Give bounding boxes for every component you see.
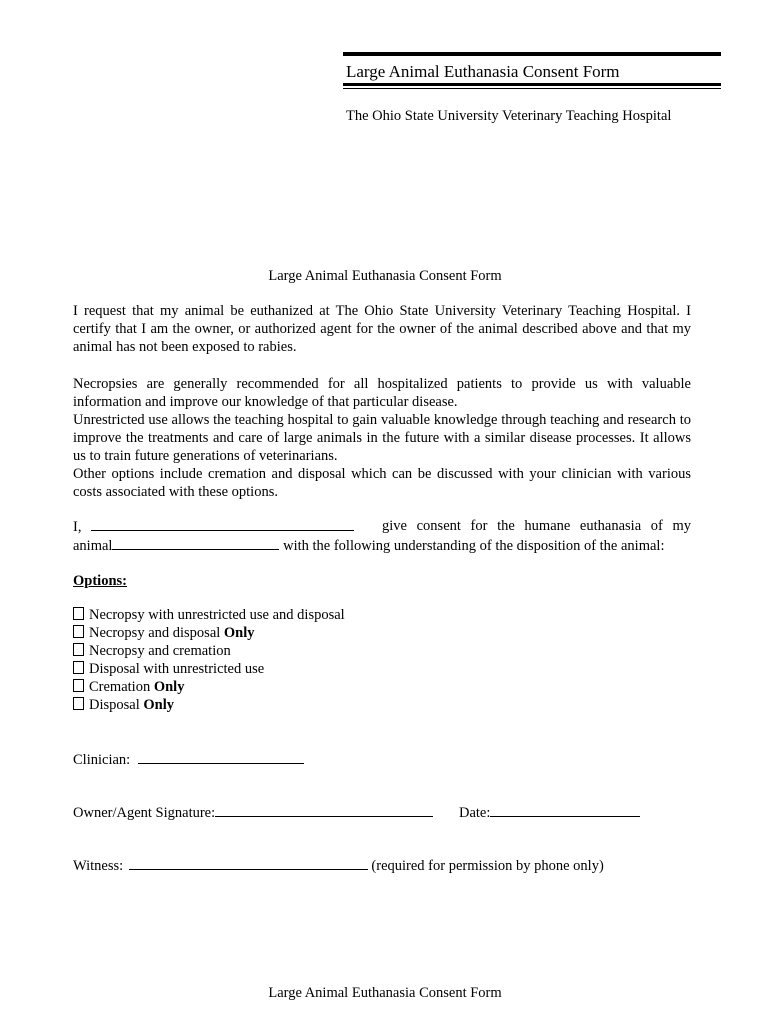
necropsy-paragraph: Necropsies are generally recommended for all hospitalized patients to provide us with valuable information and improve our knowledge of that particular disease. [73,376,691,410]
owner-signature-field[interactable] [215,803,433,817]
clinician-field[interactable] [138,750,304,764]
owner-signature-label: Owner/Agent Signature: [73,805,216,821]
witness-row [73,856,604,875]
clinician-row [73,750,304,769]
animal-label: animal [73,538,113,554]
option-item[interactable]: Disposal Only [73,696,345,714]
header-rule-bottom [343,83,721,86]
unrestricted-use-paragraph: Unrestricted use allows the teaching hospital to gain valuable knowledge through teaching and research to improve the treatments and care of large animals in the future with a similar disease processes. It allows us to train future generations of veterinarians. [73,412,691,464]
witness-field[interactable] [129,856,368,870]
option-item[interactable]: Necropsy with unrestricted use and disposal [73,606,345,624]
witness-note: (required for permission by phone only) [371,858,604,874]
footer-title: Large Animal Euthanasia Consent Form [268,985,502,1001]
header-rule-top [343,52,721,56]
form-title: Large Animal Euthanasia Consent Form [268,268,502,284]
owner-signature-row [73,803,433,822]
owner-name-field[interactable] [91,517,354,531]
witness-label: Witness: [73,858,124,874]
option-item[interactable]: Cremation Only [73,678,345,696]
date-row [459,803,640,822]
institution-name: The Ohio State University Veterinary Teaching Hospital [346,108,672,124]
consent-prefix: I, [73,519,82,535]
checkbox-icon[interactable] [73,679,84,692]
clinician-label: Clinician: [73,752,131,768]
checkbox-icon[interactable] [73,643,84,656]
date-label: Date: [459,805,491,821]
header-title: Large Animal Euthanasia Consent Form [346,62,620,81]
option-item[interactable]: Disposal with unrestricted use [73,660,345,678]
checkbox-icon[interactable] [73,697,84,710]
animal-name-field[interactable] [112,536,279,550]
disposition-text: with the following understanding of the disposition of the animal: [283,538,665,554]
request-paragraph: I request that my animal be euthanized at The Ohio State University Veterinary Teaching Hospital. I certify that I am the owner, or authorized agent for the owner of the animal described above and that my animal has not been exposed to rabies. [73,303,691,355]
checkbox-icon[interactable] [73,661,84,674]
checkbox-icon[interactable] [73,625,84,638]
other-options-paragraph: Other options include cremation and disposal which can be discussed with your clinician with various costs associated with these options. [73,466,691,500]
checkbox-icon[interactable] [73,607,84,620]
consent-statement [73,517,691,555]
consent-text: give consent for the humane euthanasia of my [382,518,691,534]
information-block [73,375,691,501]
header-rule-bottom-thin [343,88,721,89]
options-heading: Options: [73,573,127,589]
options-list [73,606,345,714]
date-field[interactable] [490,803,640,817]
option-item[interactable]: Necropsy and disposal Only [73,624,345,642]
option-item[interactable]: Necropsy and cremation [73,642,345,660]
